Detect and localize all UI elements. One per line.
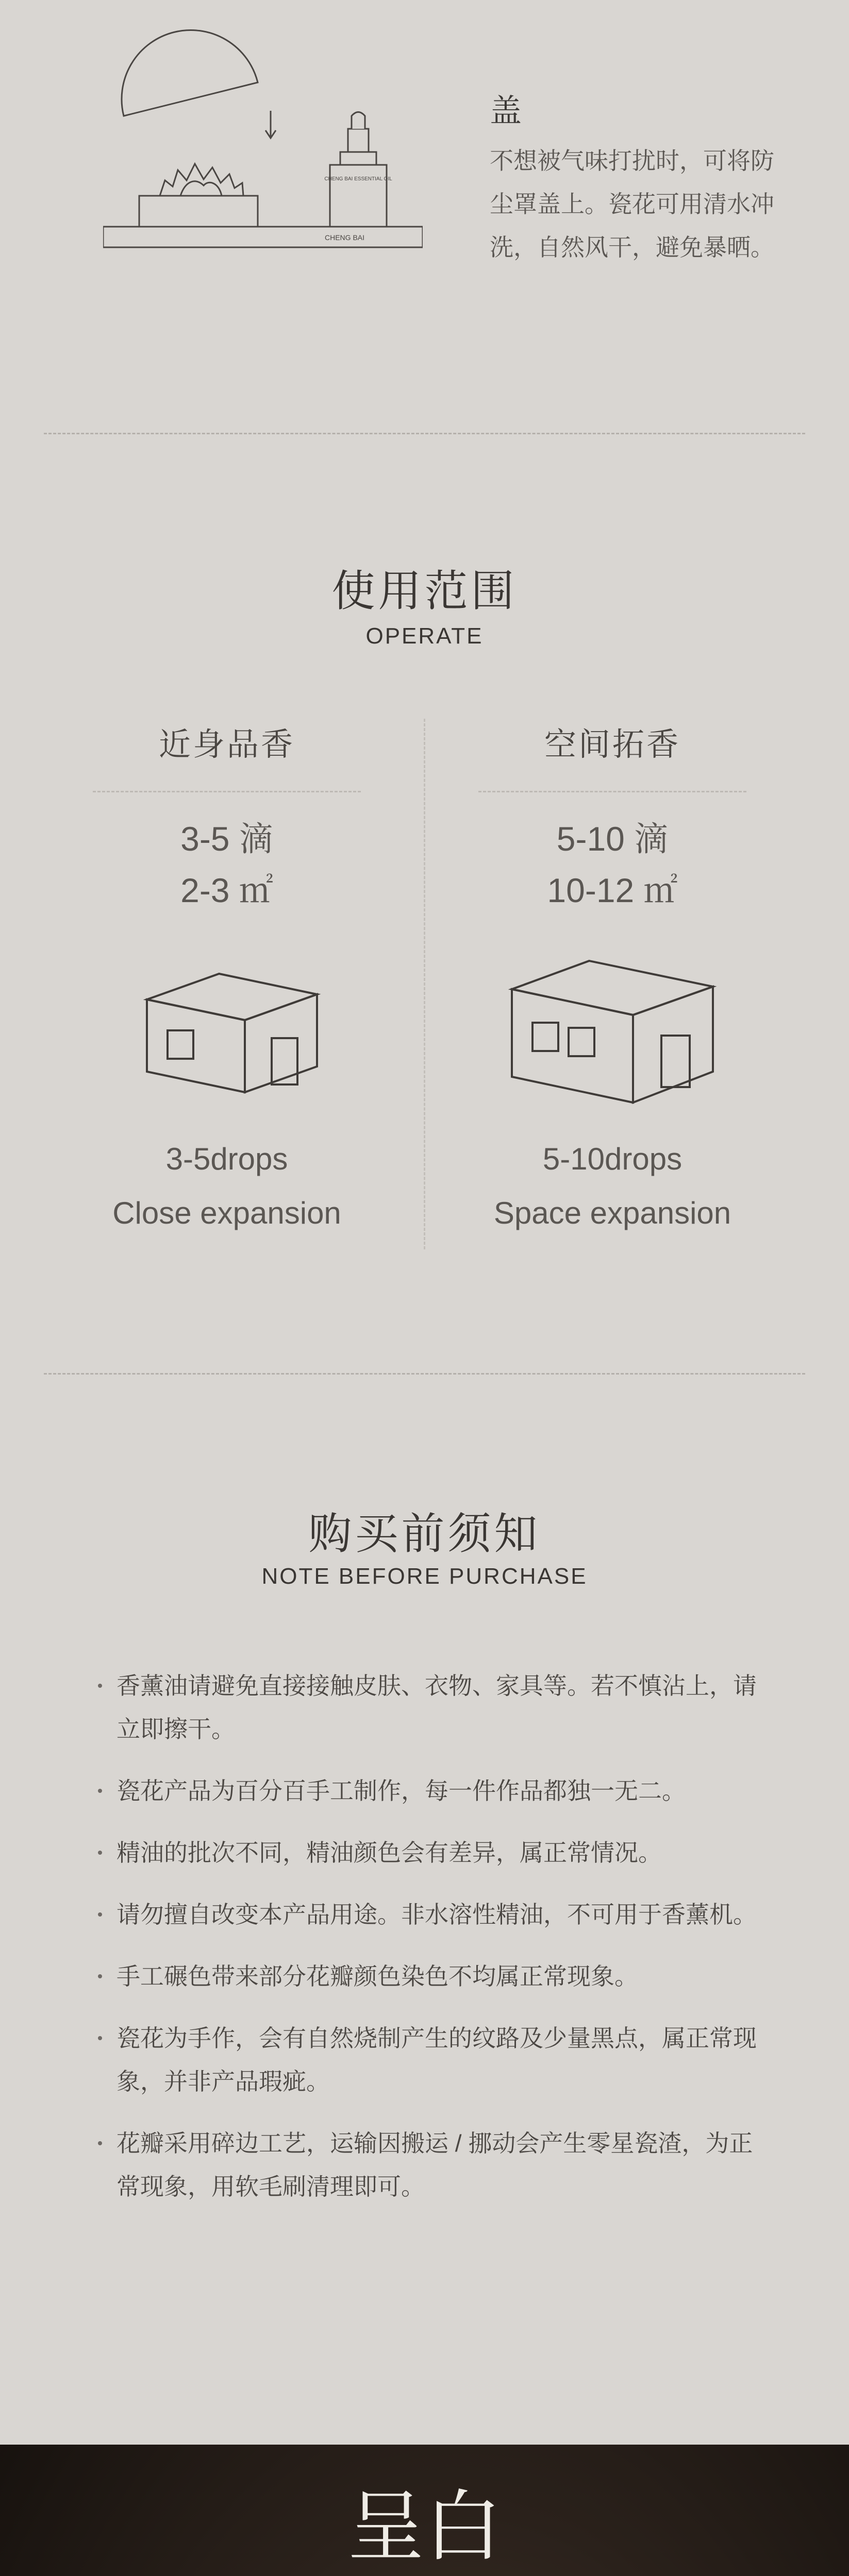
column-rule [93,791,361,792]
brand-logo: 呈白 [347,2482,502,2572]
operate-title: 使用范围 [331,567,518,615]
operate-column-space [478,719,746,765]
lid-title: 盖 [490,93,523,129]
drops-en-label: 5-10drops [542,1142,682,1176]
operate-column-close [93,719,361,765]
notes-title: 购买前须知 [308,1510,541,1558]
area-label: 2-3 ㎡ [180,871,273,909]
note-item: 手工碾色带来部分花瓣颜色染色不均属正常现象。 [98,1955,768,1998]
notes-list [98,1664,768,2227]
bottle-icon [330,165,387,227]
svg-text:CHENG BAI: CHENG BAI [325,233,365,242]
section-divider [44,1373,805,1375]
column-rule [478,791,746,792]
notes-subtitle: NOTE BEFORE PURCHASE [261,1564,588,1589]
column-divider [424,719,425,1249]
note-item: 瓷花产品为百分百手工制作，每一件作品都独一无二。 [98,1769,768,1812]
column-title: 近身品香 [158,727,295,762]
note-item: 瓷花为手作，会有自然烧制产生的纹路及少量黑点，属正常现象，并非产品瑕疵。 [98,2016,768,2103]
drops-en-label: 3-5drops [165,1142,288,1176]
lid-dome-icon [122,30,258,116]
drops-label: 5-10 滴 [556,820,669,858]
lid-description: 不想被气味打扰时，可将防尘罩盖上。瓷花可用清水冲洗，自然风干，避免暴晒。 [490,147,774,261]
section-divider [44,433,805,434]
operate-subtitle: OPERATE [365,623,484,649]
svg-text:CHENG BAI ESSENTIAL OIL: CHENG BAI ESSENTIAL OIL [324,176,392,182]
note-item: 精油的批次不同，精油颜色会有差异，属正常情况。 [98,1831,768,1874]
scope-en-label: Close expansion [112,1196,341,1230]
drops-label: 3-5 滴 [180,820,273,858]
note-item: 香薰油请避免直接接触皮肤、衣物、家具等。若不慎沾上，请立即擦干。 [98,1664,768,1751]
note-item: 请勿擅自改变本产品用途。非水溶性精油，不可用于香薰机。 [98,1893,768,1936]
area-label: 10-12 ㎡ [547,871,678,909]
column-title: 空间拓香 [544,727,680,762]
large-room-icon [507,933,718,1110]
small-room-icon [142,943,322,1100]
note-item: 花瓣采用碎边工艺，运输因搬运 / 挪动会产生零星瓷渣，为正常现象，用软毛刷清理即可。 [98,2122,768,2208]
scope-en-label: Space expansion [493,1196,731,1230]
lid-illustration [103,26,423,268]
